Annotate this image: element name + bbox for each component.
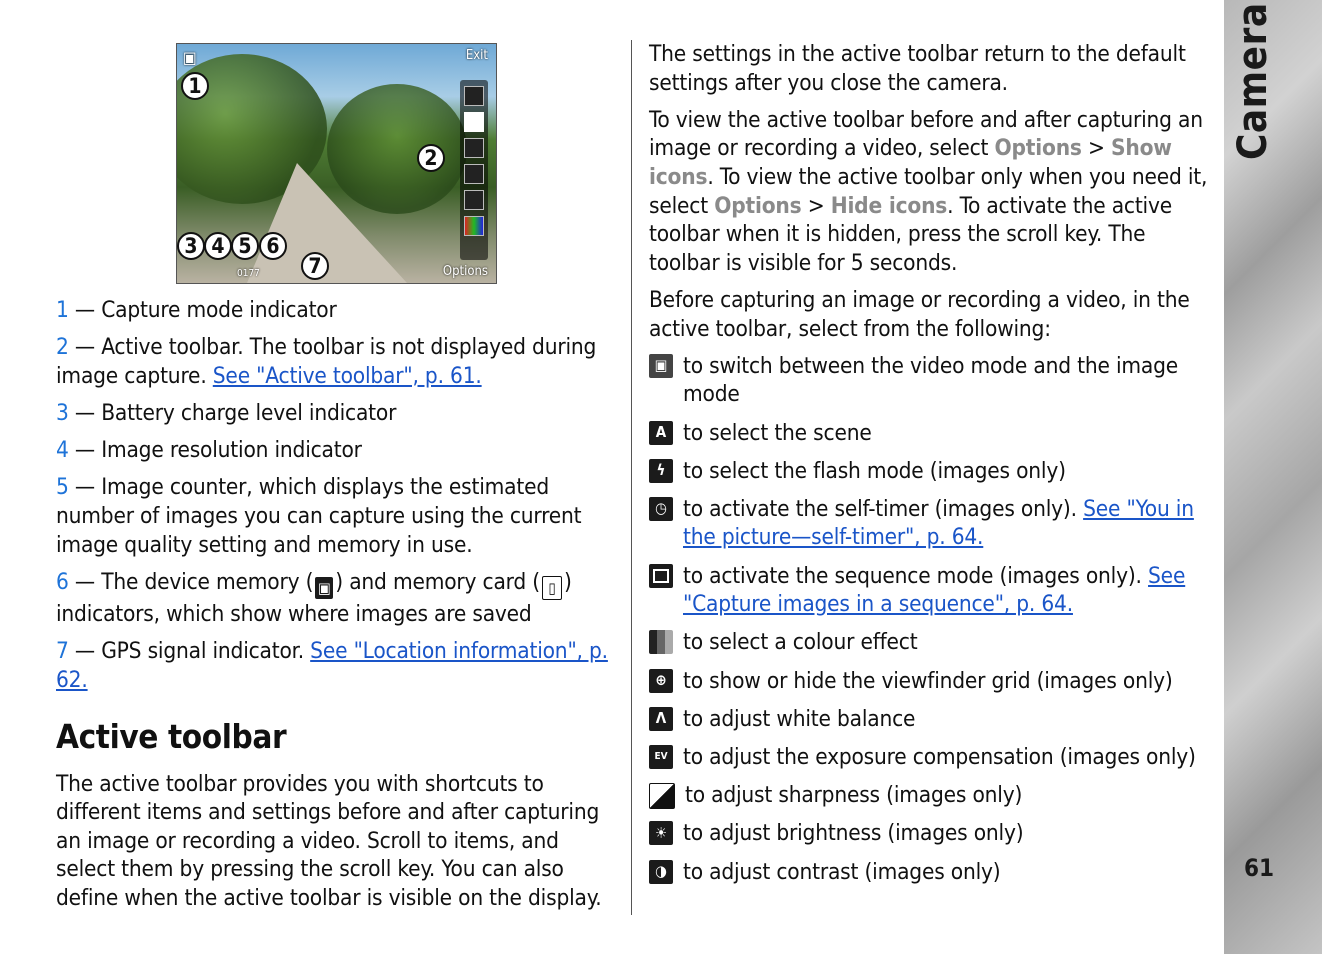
camera-mode-icon: ▣	[183, 48, 197, 67]
callout-4: 4	[204, 232, 232, 260]
link-active-toolbar[interactable]: See "Active toolbar", p. 61.	[212, 362, 482, 389]
toolbar-item-grid: ⊕ to show or hide the viewfinder grid (images only)	[649, 667, 1213, 696]
brightness-icon: ☀	[649, 821, 673, 845]
link-location-information[interactable]: See "Location information", p. 62.	[56, 638, 608, 693]
toolbar-flash-icon[interactable]	[464, 138, 484, 158]
toolbar-colour-icon[interactable]	[464, 216, 484, 236]
sequence-icon	[649, 564, 673, 588]
toolbar-scene-icon[interactable]	[464, 112, 484, 132]
callout-5: 5	[231, 232, 259, 260]
active-toolbar	[460, 80, 488, 260]
right-paragraph-1: The settings in the active toolbar return to the default settings after you close the camera.	[649, 41, 1186, 96]
toolbar-item-scene: A to select the scene	[649, 419, 1213, 448]
scene-icon: A	[649, 421, 673, 445]
self-timer-icon: ◷	[649, 497, 673, 521]
toolbar-item-colour: to select a colour effect	[649, 628, 1213, 657]
right-paragraph-3: Before capturing an image or recording a video, in the active toolbar, select from the following:	[649, 286, 1190, 342]
link-self-timer[interactable]: See "You in the picture—self-timer", p. 64.	[683, 495, 1194, 551]
menu-hide-icons[interactable]: Hide icons	[830, 192, 948, 219]
page-number: 61	[1244, 854, 1275, 882]
chapter-tab: Camera	[1230, 2, 1276, 160]
toolbar-mode-icon[interactable]	[464, 86, 484, 106]
toolbar-item-timer: ◷ to activate the self-timer (images only). See "You in the picture—self-timer", p. 64.	[649, 495, 1213, 552]
column-divider	[631, 40, 632, 915]
sharpness-icon	[649, 783, 675, 809]
white-balance-icon: Λ	[649, 707, 673, 731]
toolbar-item-exposure: EV to adjust the exposure compensation (images only)	[649, 743, 1213, 772]
legend-item-5: 5 — Image counter, which displays the estimated number of images you can capture using the current image quality setting and memory in use.	[56, 474, 582, 558]
camera-video-switch-icon: ▣	[649, 354, 673, 378]
image-counter: 0177	[237, 268, 260, 279]
legend-item-2: 2 — Active toolbar. The toolbar is not displayed during image capture. See "Active toolbar", p. 61.	[56, 334, 597, 389]
menu-options[interactable]: Options	[994, 135, 1082, 162]
toolbar-item-white-balance: Λ to adjust white balance	[649, 705, 1213, 734]
right-column	[649, 40, 1213, 896]
menu-options-2[interactable]: Options	[714, 192, 802, 219]
toolbar-item-sequence: to activate the sequence mode (images only). See "Capture images in a sequence", p. 64.	[649, 562, 1213, 619]
left-column	[56, 296, 618, 913]
colour-effect-icon	[649, 630, 673, 654]
toolbar-sequence-icon[interactable]	[464, 190, 484, 210]
section-body: The active toolbar provides you with shortcuts to different items and settings before and after capturing an image or recording a video. Scroll to items, and select them by pressing the scroll key. You can also define when the active toolbar is visible on the display.	[56, 770, 602, 911]
toolbar-item-brightness: ☀ to adjust brightness (images only)	[649, 819, 1213, 848]
callout-6: 6	[259, 232, 287, 260]
callout-7: 7	[301, 252, 329, 280]
options-softkey[interactable]: Options	[442, 264, 488, 279]
grid-icon: ⊕	[649, 669, 673, 693]
contrast-icon: ◑	[649, 860, 673, 884]
camera-screenshot	[176, 43, 497, 284]
link-capture-sequence[interactable]: See "Capture images in a sequence", p. 64.	[683, 562, 1186, 618]
callout-2: 2	[417, 144, 445, 172]
flash-icon: ϟ	[649, 459, 673, 483]
right-paragraph-2: To view the active toolbar before and after capturing an image or recording a video, select Options > Show icons. To view the active toolbar only when you need it, select Options > Hide icons. To activate the active toolbar when it is hidden, press the scroll key. The toolbar is visible for 5 seconds.	[649, 106, 1208, 276]
toolbar-timer-icon[interactable]	[464, 164, 484, 184]
legend-item-7: 7 — GPS signal indicator. See "Location information", p. 62.	[56, 638, 608, 693]
callout-3: 3	[177, 232, 205, 260]
memory-card-icon: ▯	[542, 576, 562, 600]
legend-item-4: 4 — Image resolution indicator	[56, 437, 362, 464]
chapter-sidebar	[1224, 0, 1322, 954]
legend-item-1: 1 — Capture mode indicator	[56, 297, 337, 323]
toolbar-item-contrast: ◑ to adjust contrast (images only)	[649, 858, 1213, 887]
toolbar-item-flash: ϟ to select the flash mode (images only)	[649, 457, 1213, 486]
section-heading: Active toolbar	[56, 716, 287, 756]
exit-softkey[interactable]: Exit	[465, 48, 488, 63]
menu-show-icons[interactable]: Show icons	[649, 135, 1172, 190]
legend-item-6: 6 — The device memory ( ▣ ) and memory card ( ▯ ) indicators, which show where images are saved	[56, 568, 572, 628]
callout-1: 1	[181, 72, 209, 100]
exposure-icon: EV	[649, 745, 673, 769]
toolbar-item-sharpness: to adjust sharpness (images only)	[649, 781, 1213, 810]
device-memory-icon: ▣	[315, 577, 333, 599]
toolbar-item-mode: ▣ to switch between the video mode and the image mode	[649, 352, 1213, 409]
legend-item-3: 3 — Battery charge level indicator	[56, 399, 397, 426]
